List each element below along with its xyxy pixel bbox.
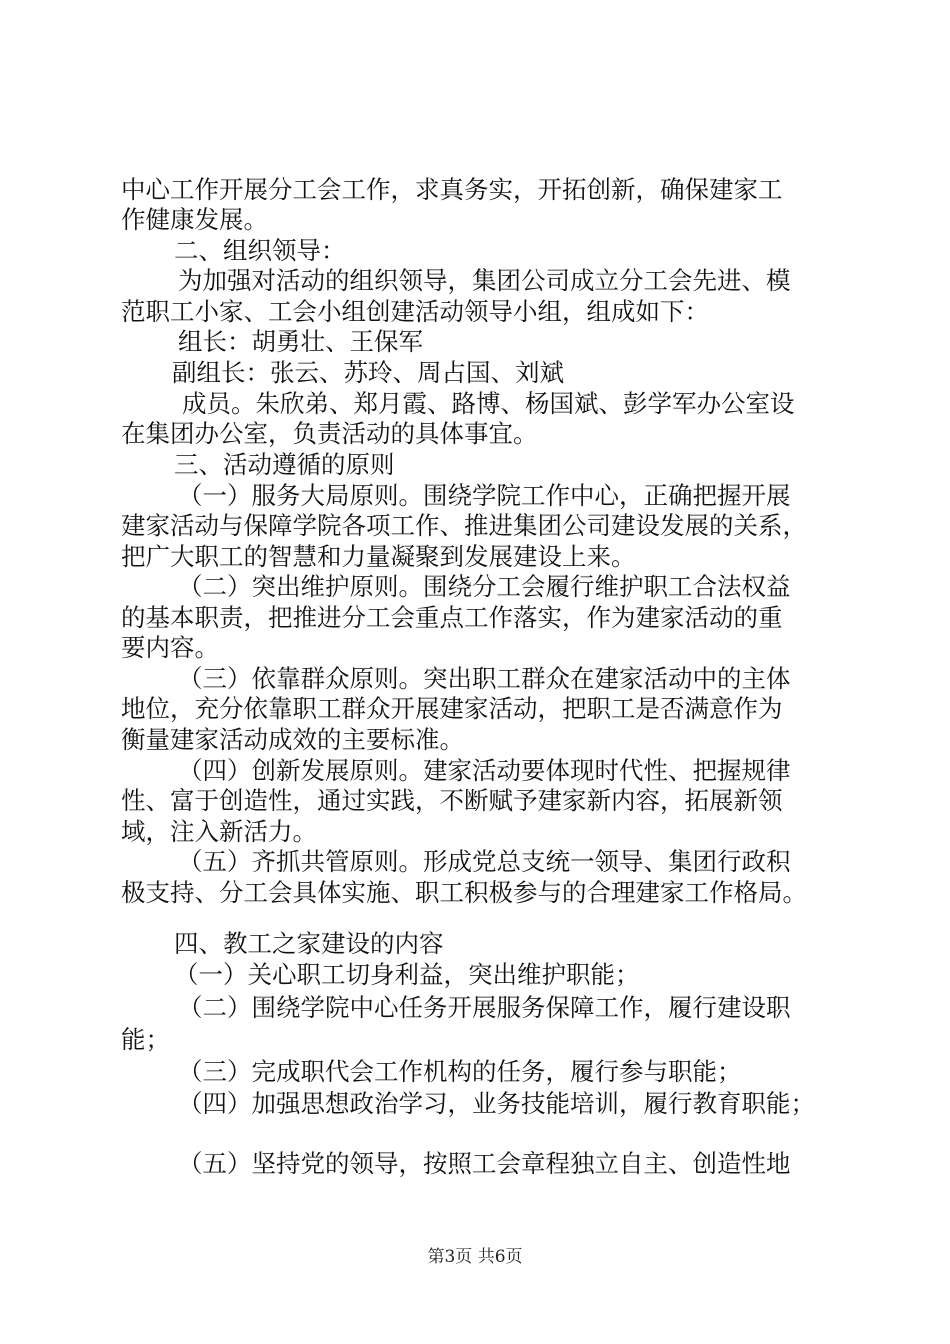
text-line: （三）依靠群众原则。突出职工群众在建家活动中的主体 <box>178 664 791 693</box>
section-heading: 二、组织领导： <box>174 236 346 265</box>
text-line: 副组长：张云、苏玲、周占国、刘斌 <box>172 358 564 387</box>
section-heading: 三、活动遵循的原则 <box>174 450 395 479</box>
text-line: （一）关心职工切身利益，突出维护职能； <box>174 960 640 989</box>
text-line: 作健康发展。 <box>121 205 268 234</box>
text-line: （二）突出维护原则。围绕分工会履行维护职工合法权益 <box>178 572 791 601</box>
section-heading: 四、教工之家建设的内容 <box>174 929 444 958</box>
text-line: （五）齐抓共管原则。形成党总支统一领导、集团行政积 <box>178 847 791 876</box>
text-line: （二）围绕学院中心任务开展服务保障工作，履行建设职 <box>178 993 791 1022</box>
text-line: 为加强对活动的组织领导，集团公司成立分工会先进、模 <box>178 266 791 295</box>
text-line: （一）服务大局原则。围绕学院工作中心，正确把握开展 <box>178 481 791 510</box>
text-line: 把广大职工的智慧和力量凝聚到发展建设上来。 <box>121 542 636 571</box>
text-line: 的基本职责，把推进分工会重点工作落实，作为建家活动的重 <box>121 603 783 632</box>
text-line: 地位，充分依靠职工群众开展建家活动，把职工是否满意作为 <box>121 694 783 723</box>
text-line: 要内容。 <box>121 633 219 662</box>
text-line: 域，注入新活力。 <box>121 817 317 846</box>
text-line: 性、富于创造性，通过实践，不断赋予建家新内容，拓展新领 <box>121 786 783 815</box>
text-line: （四）加强思想政治学习，业务技能培训，履行教育职能； <box>178 1089 815 1118</box>
text-line: 衡量建家活动成效的主要标准。 <box>121 725 464 754</box>
text-line: （三）完成职代会工作机构的任务，履行参与职能； <box>178 1057 742 1086</box>
text-line: 建家活动与保障学院各项工作、推进集团公司建设发展的关系， <box>121 511 807 540</box>
text-line: （四）创新发展原则。建家活动要体现时代性、把握规律 <box>178 756 791 785</box>
text-line: 组长：胡勇壮、王保军 <box>178 327 423 356</box>
text-line: 能； <box>121 1025 170 1054</box>
text-line: （五）坚持党的领导，按照工会章程独立自主、创造性地 <box>178 1149 791 1178</box>
page-number-footer: 第3页 共6页 <box>427 1247 523 1267</box>
text-line: 在集团办公室，负责活动的具体事宜。 <box>121 419 538 448</box>
text-line: 极支持、分工会具体实施、职工积极参与的合理建家工作格局。 <box>121 878 807 907</box>
text-line: 中心工作开展分工会工作，求真务实，开拓创新，确保建家工 <box>121 175 783 204</box>
text-line: 成员。朱欣弟、郑月霞、路博、杨国斌、彭学军办公室设 <box>182 389 795 418</box>
text-line: 范职工小家、工会小组创建活动领导小组，组成如下： <box>121 297 709 326</box>
